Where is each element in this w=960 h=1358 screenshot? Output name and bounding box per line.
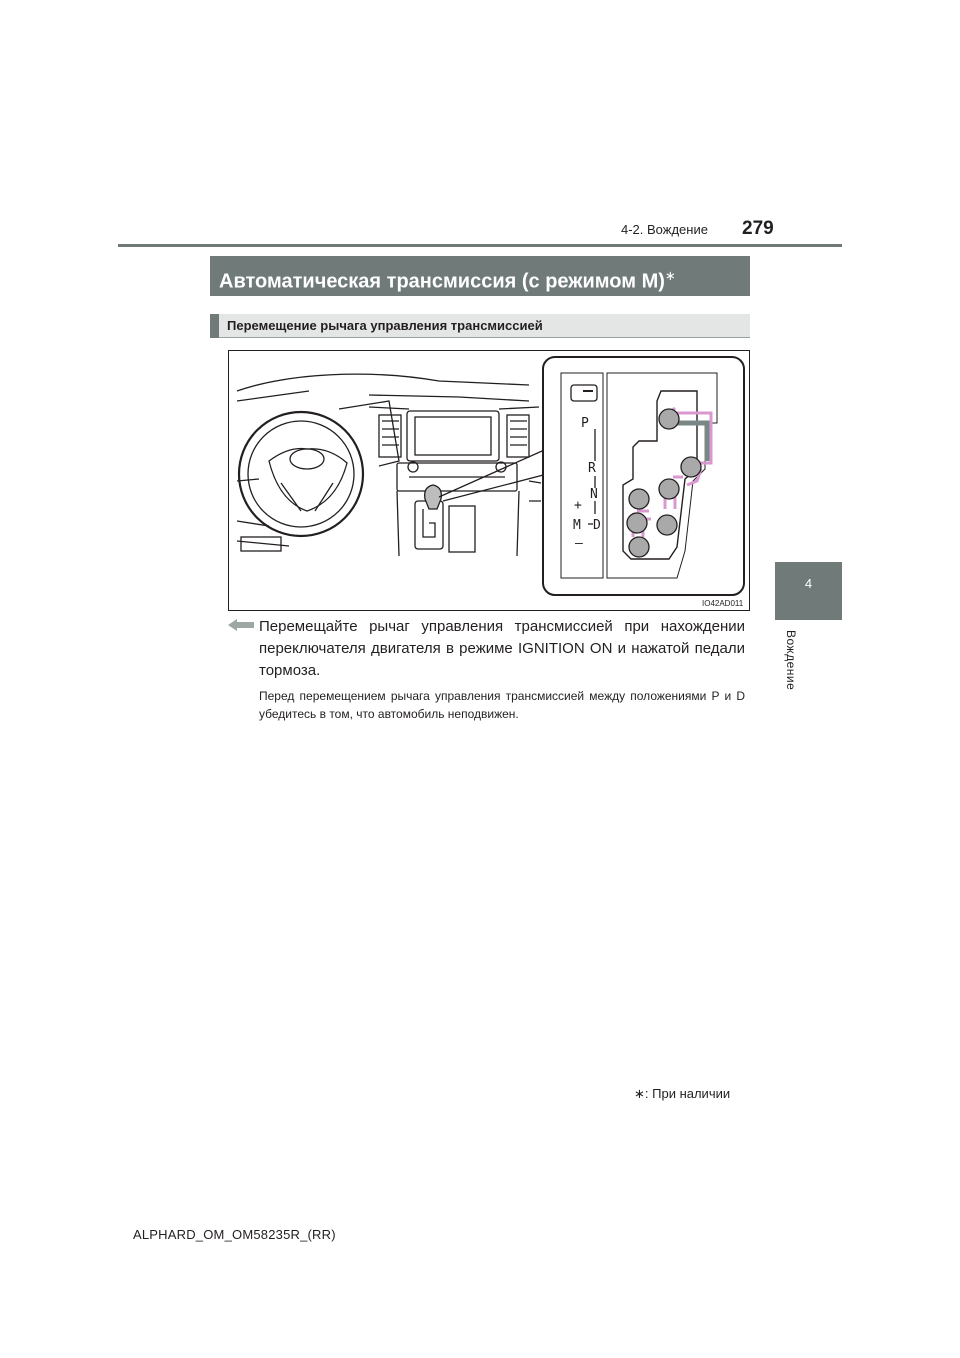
section-label: 4-2. Вождение: [621, 222, 708, 237]
chapter-number: 4: [804, 576, 813, 591]
footer-code: ALPHARD_OM_OM58235R_(RR): [133, 1227, 336, 1242]
shift-label-p: P: [581, 416, 589, 431]
subheading-bar: [210, 314, 750, 338]
header-rule: [118, 244, 842, 247]
shift-label-d: D: [593, 518, 601, 533]
instruction-text: Перемещайте рычаг управления трансмиссией при нахождении переключателя двигателя в режиме IGNITION ON и нажатой педали тормоза.: [259, 618, 745, 679]
figure-code: IO42AD011: [702, 599, 744, 608]
page-title-text: Автоматическая трансмиссия (с режимом M): [219, 270, 665, 293]
shift-label-plus: +: [574, 498, 582, 513]
chapter-tab[interactable]: [775, 562, 842, 620]
left-arrow-icon: [228, 619, 254, 631]
shift-label-m: M: [573, 518, 581, 533]
footnote: ∗: При наличии: [634, 1086, 731, 1101]
title-asterisk: ∗: [664, 268, 676, 283]
page-number: 279: [742, 218, 774, 239]
subheading-accent: [210, 314, 219, 338]
note-text: Перед перемещением рычага управления трансмиссией между положениями P и D убедитесь в том, что автомобиль неподвижен.: [259, 689, 745, 721]
shift-gate-callout: [543, 357, 744, 595]
dashboard-drawing: [229, 351, 749, 610]
shift-label-r: R: [588, 461, 596, 476]
shift-label-minus: –: [575, 536, 583, 551]
page-title: [210, 256, 750, 296]
shift-label-n: N: [590, 487, 598, 502]
shift-lever-illustration: [228, 350, 750, 611]
chapter-side-label: Вождение: [784, 630, 798, 691]
subheading-text: Перемещение рычага управления трансмиссией: [227, 318, 543, 333]
